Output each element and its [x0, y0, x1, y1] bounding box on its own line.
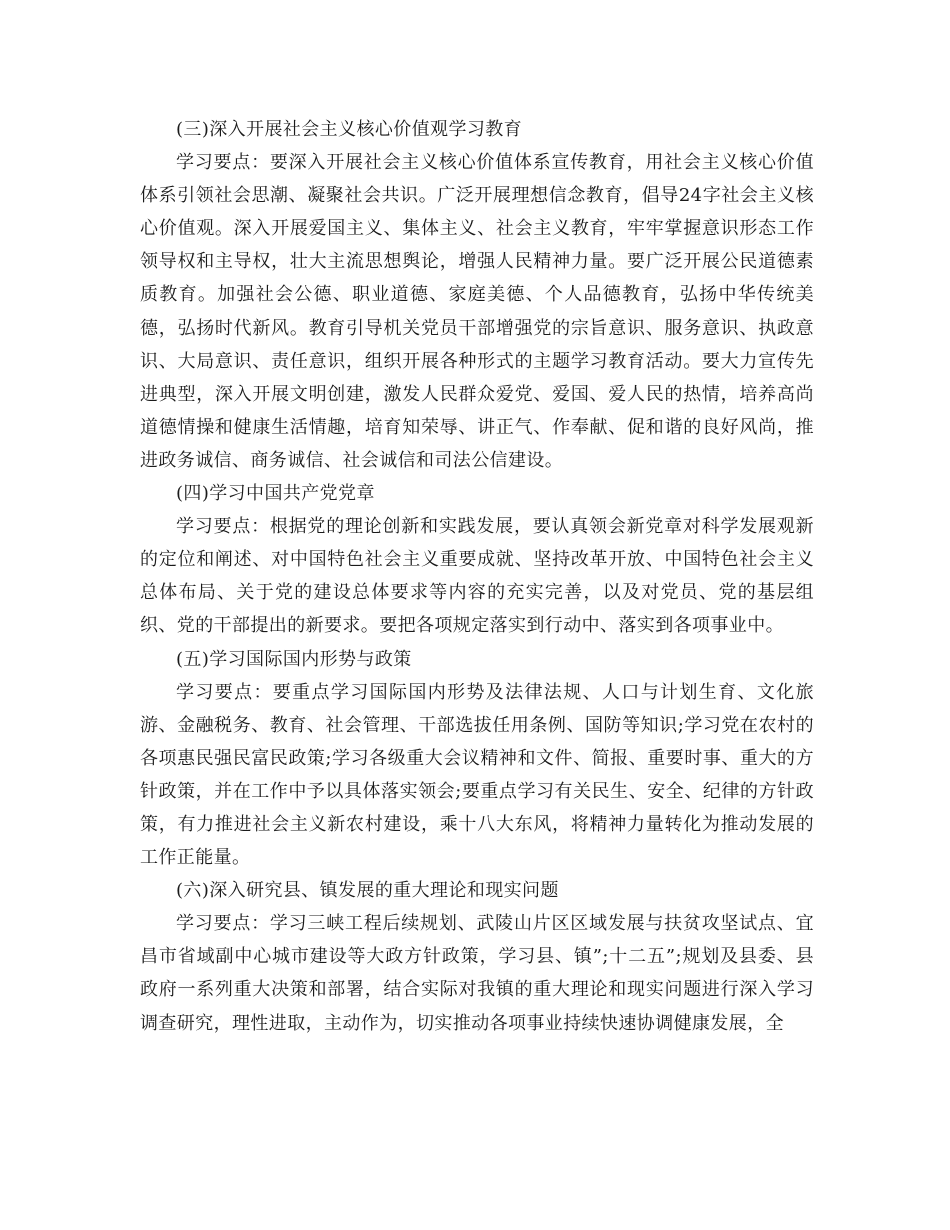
section-body: 学习要点：要重点学习国际国内形势及法律法规、人口与计划生育、文化旅游、金融税务、教育、社会管理、干部选拔任用条例、国防等知识;学习党在农村的各项惠民强民富民政策;学习各级重大会议精神和文件、简报、重要时事、重大的方针政策，并在工作中予以具体落实领会;要重点学习有关民生、安全、纪律的方针政策，有力推进社会主义新农村建设，乘十八大东风，将精神力量转化为推动发展的工作正能量。	[140, 681, 814, 869]
section-heading: (三)深入开展社会主义核心价值观学习教育	[176, 119, 523, 140]
document-page	[140, 113, 814, 1040]
section-body: 学习要点：要深入开展社会主义核心价值体系宣传教育，用社会主义核心价值体系引领社会思潮、凝聚社会共识。广泛开展理想信念教育，倡导24字社会主义核心价值观。深入开展爱国主义、集体主义、社会主义教育，牢牢掌握意识形态工作领导权和主导权，壮大主流思想舆论，增强人民精神力量。要广泛开展公民道德素质教育。加强社会公德、职业道德、家庭美德、个人品德教育，弘扬中华传统美德，弘扬时代新风。教育引导机关党员干部增强党的宗旨意识、服务意识、执政意识、大局意识、责任意识，组织开展各种形式的主题学习教育活动。要大力宣传先进典型，深入开展文明创建，激发人民群众爱党、爱国、爱人民的热情，培养高尚道德情操和健康生活情趣，培育知荣辱、讲正气、作奉献、促和谐的良好风尚，推进政务诚信、商务诚信、社会诚信和司法公信建设。	[140, 152, 814, 471]
section-heading: (六)深入研究县、镇发展的重大理论和现实问题	[176, 880, 559, 902]
section-heading: (五)学习国际国内形势与政策	[176, 648, 412, 670]
section-body: 学习要点：学习三峡工程后续规划、武陵山片区区域发展与扶贫攻坚试点、宜昌市省域副中心城市建设等大政方针政策，学习县、镇”;十二五”;规划及县委、县政府一系列重大决策和部署，结合实际对我镇的重大理论和现实问题进行深入学习调查研究，理性进取，主动作为，切实推动各项事业持续快速协调健康发展，全	[140, 913, 814, 1034]
section-body: 学习要点：根据党的理论创新和实践发展，要认真领会新党章对科学发展观新的定位和阐述、对中国特色社会主义重要成就、坚持改革开放、中国特色社会主义总体布局、关于党的建设总体要求等内容的充实完善，以及对党员、党的基层组织、党的干部提出的新要求。要把各项规定落实到行动中、落实到各项事业中。	[140, 516, 814, 637]
section-heading: (四)学习中国共产党党章	[176, 483, 375, 505]
